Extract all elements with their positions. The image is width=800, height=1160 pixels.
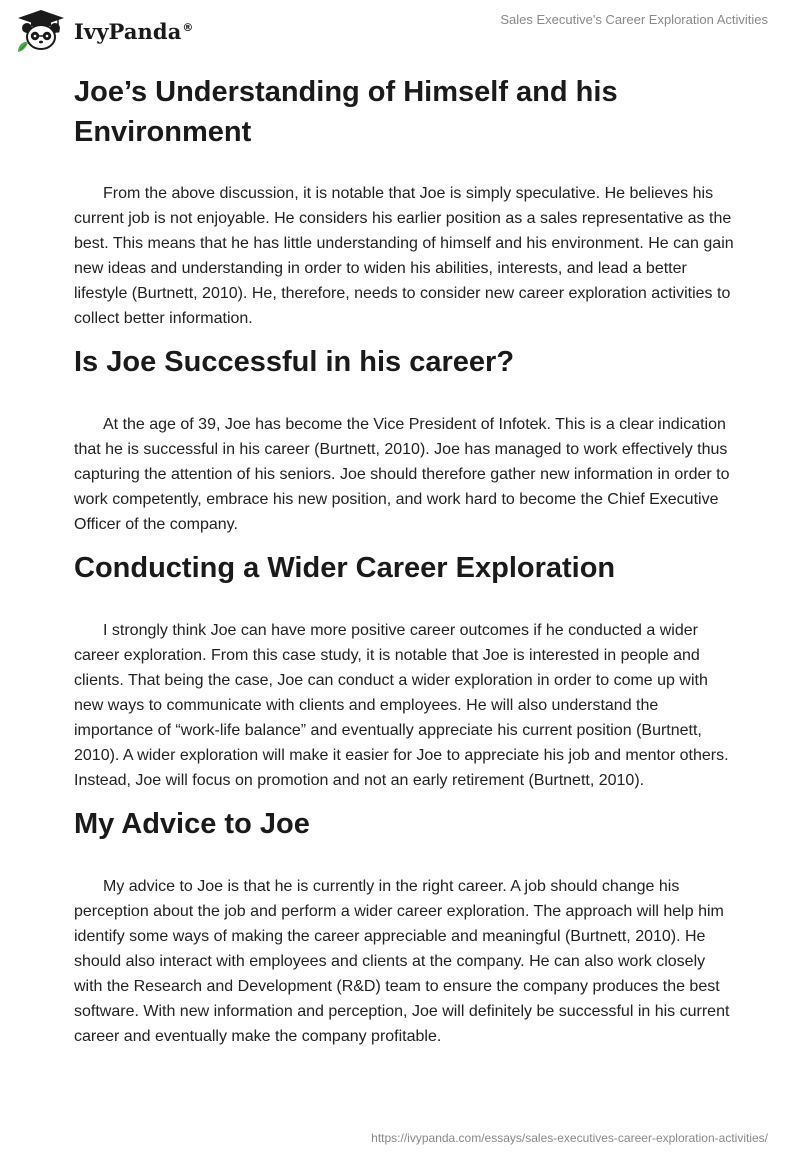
section-advice <box>74 804 734 1049</box>
section-wider-exploration <box>74 548 734 793</box>
page-header <box>0 0 800 60</box>
section-career-success <box>74 342 734 537</box>
brand-name: IvyPanda® <box>74 18 194 44</box>
source-url[interactable]: https://ivypanda.com/essays/sales-executives-career-exploration-activities/ <box>371 1131 768 1145</box>
panda-graduate-icon <box>14 8 68 54</box>
section-paragraph: From the above discussion, it is notable that Joe is simply speculative. He believes his current job is not enjoyable. He considers his earlier position as a sales representative as the best. This means that he has little understanding of himself and his environment. He can gain new ideas and understanding in order to widen his abilities, interests, and lead a better lifestyle (Burtnett, 2010). He, therefore, needs to consider new career exploration activities to collect better information. <box>74 185 734 327</box>
section-paragraph: My advice to Joe is that he is currently in the right career. A job should change his perception about the job and perform a wider career exploration. The approach will help him identify some ways of making the career appreciable and meaningful (Burtnett, 2010). He should also interact with employees and clients at the company. He can also work closely with the Research and Development (R&D) team to ensure the company produces the best software. With new information and perception, Joe will definitely be successful in his current career and eventually make the company profitable. <box>74 878 730 1045</box>
essay-content <box>74 72 734 1049</box>
section-heading: Conducting a Wider Career Exploration <box>74 552 616 584</box>
section-paragraph: At the age of 39, Joe has become the Vice President of Infotek. This is a clear indication that he is successful in his career (Burtnett, 2010). Joe has managed to work effectively thus capturing the attention of his seniors. Joe should therefore gather new information in order to work competently, embrace his new position, and work hard to become the Chief Executive Officer of the company. <box>74 416 730 533</box>
section-heading: My Advice to Joe <box>74 808 310 840</box>
section-self-understanding <box>74 72 734 331</box>
document-title: Sales Executive's Career Exploration Activities <box>500 12 768 27</box>
section-paragraph: I strongly think Joe can have more positive career outcomes if he conducted a wider career exploration. From this case study, it is notable that Joe is interested in people and clients. That being the case, Joe can conduct a wider exploration in order to come up with new ways to communicate with clients and employees. He will also understand the importance of “work-life balance” and eventually appreciate his current position (Burtnett, 2010). A wider exploration will make it easier for Joe to appreciate his job and mentor others. Instead, Joe will focus on promotion and not an early retirement (Burtnett, 2010). <box>74 622 729 789</box>
registered-mark: ® <box>182 20 194 34</box>
section-heading: Is Joe Successful in his career? <box>74 346 515 378</box>
section-heading: Joe’s Understanding of Himself and his Environment <box>74 76 618 148</box>
ivypanda-logo[interactable] <box>14 8 194 54</box>
